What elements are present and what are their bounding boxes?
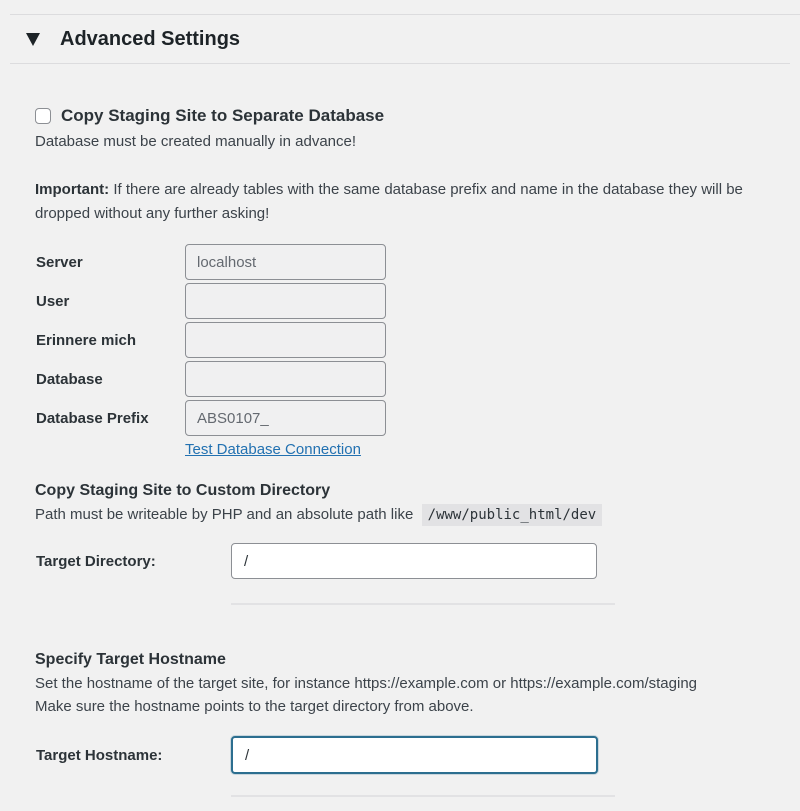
test-db-connection-link[interactable]: Test Database Connection [185, 441, 361, 458]
target-directory-label: Target Directory: [36, 553, 156, 570]
db-prefix-label: Database Prefix [36, 410, 149, 427]
password-label: Erinnere mich [36, 332, 137, 349]
target-hostname-input[interactable]: / [231, 736, 598, 774]
hostname-divider [231, 795, 615, 797]
example-path: /www/public_html/dev [422, 504, 603, 526]
collapse-triangle-icon [26, 33, 40, 46]
hostname-description-1: Set the hostname of the target site, for instance https://example.com or https://example.com/staging [35, 675, 698, 692]
advanced-settings-toggle[interactable] [24, 24, 240, 54]
db-manual-note: Database must be created manually in advance! [35, 133, 357, 150]
separate-db-label: Copy Staging Site to Separate Database [61, 106, 385, 125]
user-input[interactable] [185, 283, 386, 319]
hostname-title: Specify Target Hostname [35, 651, 226, 668]
custom-directory-text: Path must be writeable by PHP and an absolute path like [35, 506, 414, 523]
database-label: Database [36, 371, 103, 388]
section-title: Advanced Settings [60, 27, 241, 50]
password-input[interactable] [185, 322, 386, 358]
important-warning [35, 178, 775, 226]
custom-directory-title: Copy Staging Site to Custom Directory [35, 482, 331, 499]
important-text: If there are already tables with the same database prefix and name in the database they will be dropped without any further asking! [35, 181, 743, 222]
important-label: Important: [35, 181, 110, 198]
header-divider [10, 63, 790, 64]
directory-divider [231, 603, 615, 605]
custom-directory-description [35, 503, 602, 527]
database-input[interactable] [185, 361, 386, 397]
top-divider [10, 14, 800, 15]
user-label: User [36, 293, 70, 310]
separate-db-checkbox[interactable] [35, 108, 51, 124]
hostname-description-2: Make sure the hostname points to the target directory from above. [35, 698, 474, 715]
server-input[interactable]: localhost [185, 244, 386, 280]
target-hostname-label: Target Hostname: [36, 747, 163, 764]
db-prefix-input[interactable]: ABS0107_ [185, 400, 386, 436]
server-label: Server [36, 254, 83, 271]
separate-db-option[interactable] [35, 106, 384, 126]
target-directory-input[interactable]: / [231, 543, 597, 579]
